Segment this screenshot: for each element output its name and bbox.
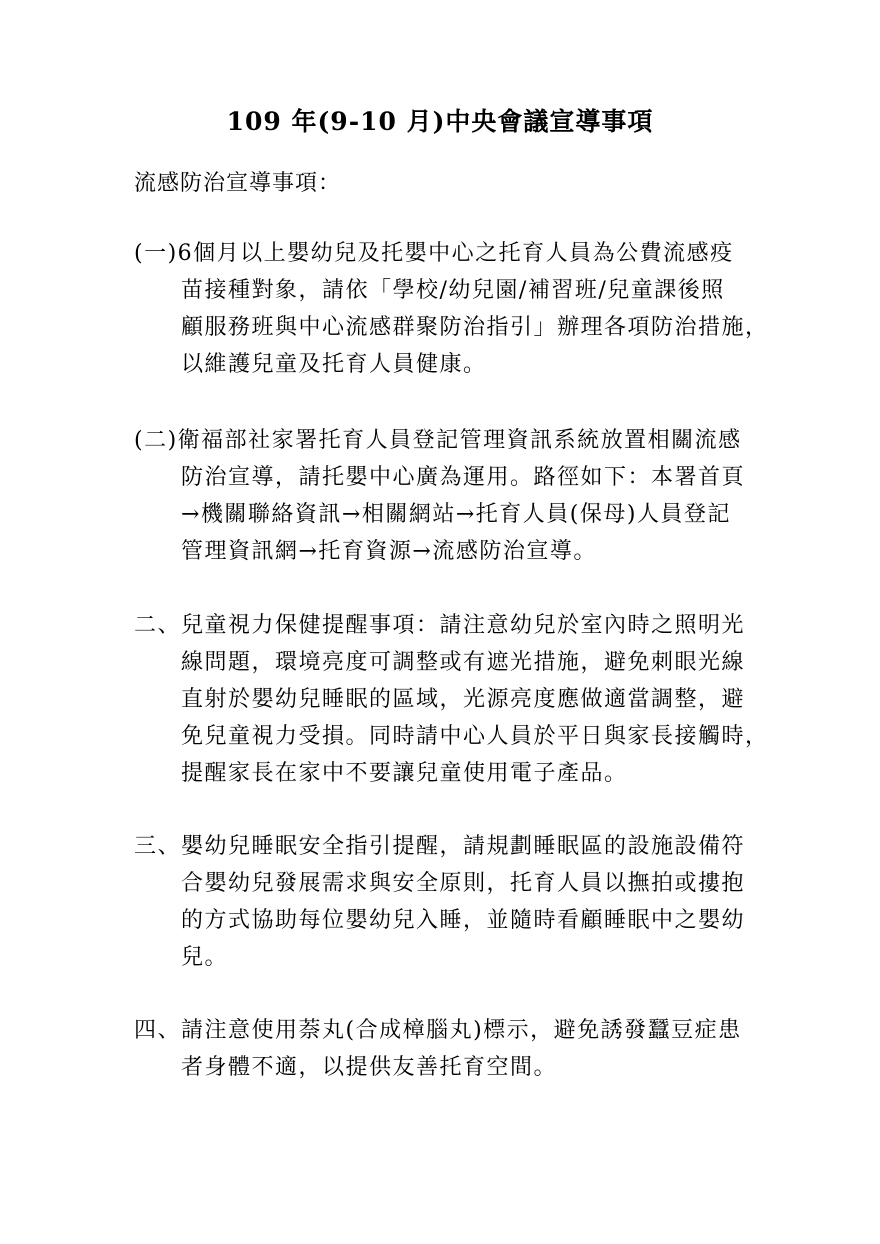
item-line: 提醒家長在家中不要讓兒童使用電子產品。 xyxy=(181,761,628,786)
item-sleep-safety xyxy=(134,828,794,976)
item-line: 兒。 xyxy=(181,945,229,970)
item-line: 以維護兒童及托育人員健康。 xyxy=(181,352,487,377)
item-vision-care xyxy=(134,607,794,792)
item-line: 者身體不適，以提供友善托育空間。 xyxy=(181,1055,558,1080)
item-line: 管理資訊網→托育資源→流感防治宣導。 xyxy=(181,539,597,564)
item-mothball-warning xyxy=(134,1012,794,1086)
item-line: →機關聯絡資訊→相關網站→托育人員(保母)人員登記 xyxy=(181,502,731,527)
item-line: 直射於嬰幼兒睡眠的區域，光源亮度應做適當調整，避 xyxy=(181,687,746,712)
item-line: 顧服務班與中心流感群聚防治指引」辦理各項防治措施， xyxy=(181,315,769,340)
document-title: 109 年(9-10 月)中央會議宣導事項 xyxy=(226,107,654,136)
item-line: 三、嬰幼兒睡眠安全指引提醒，請規劃睡眠區的設施設備符 xyxy=(134,834,746,859)
item-line: 免兒童視力受損。同時請中心人員於平日與家長接觸時， xyxy=(181,724,769,749)
item-line: (一)6個月以上嬰幼兒及托嬰中心之托育人員為公費流感疫 xyxy=(134,241,734,266)
item-line: 合嬰幼兒發展需求與安全原則，托育人員以撫拍或摟抱 xyxy=(181,871,746,896)
item-line: 防治宣導，請托嬰中心廣為運用。路徑如下：本署首頁 xyxy=(181,465,746,490)
item-line: (二)衛福部社家署托育人員登記管理資訊系統放置相關流感 xyxy=(134,428,742,453)
item-flu-promotion xyxy=(134,422,794,570)
section-subtitle: 流感防治宣導事項： xyxy=(134,171,342,196)
item-line: 苗接種對象，請依「學校/幼兒園/補習班/兒童課後照 xyxy=(181,278,725,303)
item-line: 的方式協助每位嬰幼兒入睡，並隨時看顧睡眠中之嬰幼 xyxy=(181,908,746,933)
item-line: 二、兒童視力保健提醒事項：請注意幼兒於室內時之照明光 xyxy=(134,613,746,638)
item-line: 四、請注意使用萘丸(合成樟腦丸)標示，避免誘發蠶豆症患 xyxy=(134,1018,742,1043)
item-flu-vaccine xyxy=(134,235,794,383)
item-line: 線問題，環境亮度可調整或有遮光措施，避免刺眼光線 xyxy=(181,650,746,675)
